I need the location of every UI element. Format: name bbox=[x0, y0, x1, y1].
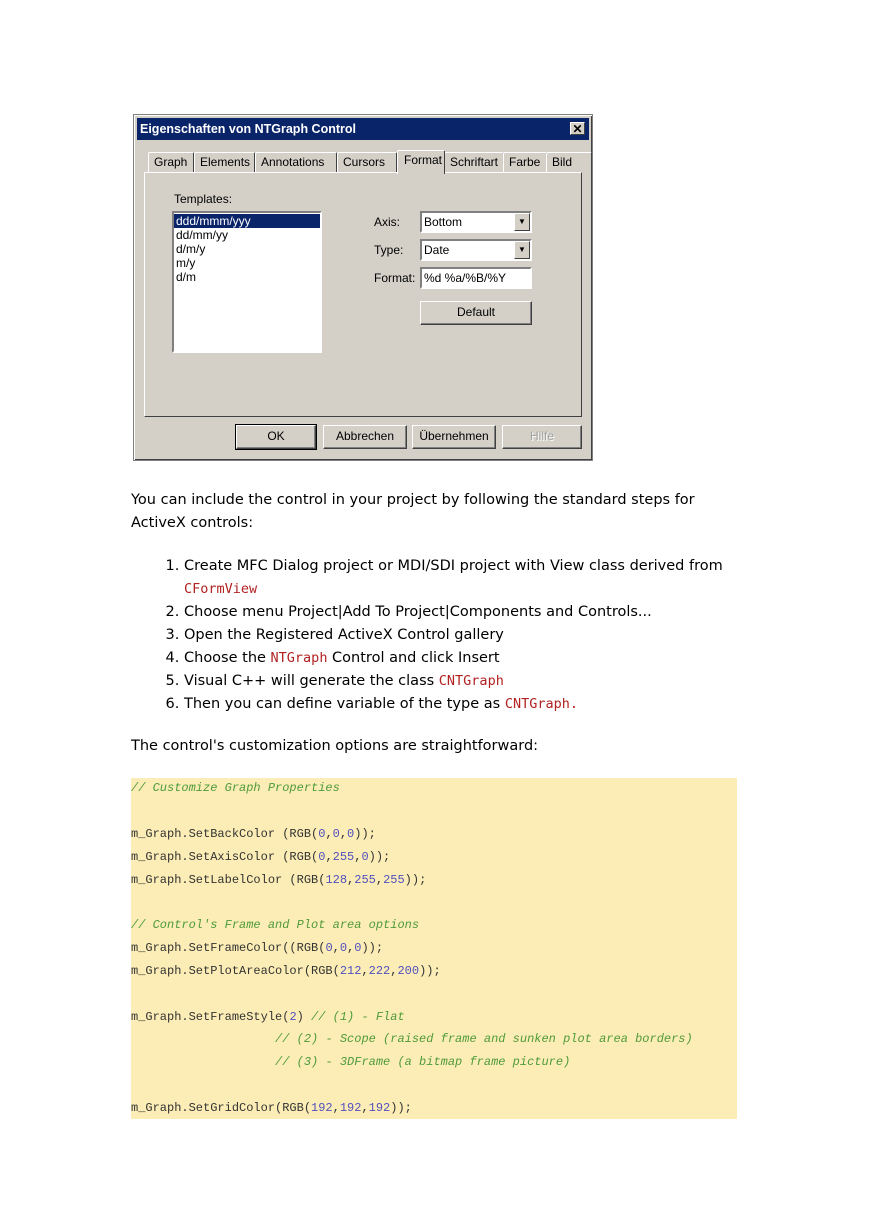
customization-intro: The control's customization options are straightforward: bbox=[131, 738, 539, 754]
inline-code: NTGraph bbox=[270, 650, 328, 666]
step-item: 3. Open the Registered ActiveX Control gallery bbox=[184, 624, 804, 647]
code-text: m_Graph.SetFrameColor((RGB( bbox=[131, 941, 326, 955]
intro-line-2: ActiveX controls: bbox=[131, 515, 254, 531]
code-number: 0 bbox=[361, 850, 369, 864]
code-number: 0 bbox=[354, 941, 362, 955]
code-comment: // Customize Graph Properties bbox=[131, 781, 340, 795]
chevron-down-icon[interactable]: ▼ bbox=[514, 213, 530, 231]
code-text: , bbox=[354, 850, 362, 864]
code-text: , bbox=[339, 827, 348, 841]
code-number: 192 bbox=[339, 1101, 362, 1115]
templates-listbox[interactable] bbox=[172, 211, 322, 353]
step-item: 4. Choose the NTGraph Control and click Insert bbox=[184, 647, 804, 670]
code-comment: // Control's Frame and Plot area options bbox=[131, 918, 420, 932]
code-text: m_Graph.SetLabelColor (RGB( bbox=[131, 873, 326, 887]
code-text: m_Graph.SetFrameStyle( bbox=[131, 1010, 290, 1024]
code-comment: // (1) - Flat bbox=[311, 1010, 405, 1024]
code-number: 212 bbox=[339, 964, 362, 978]
code-line bbox=[131, 963, 441, 979]
code-number: 2 bbox=[289, 1010, 297, 1024]
code-text: )); bbox=[354, 827, 376, 841]
code-line bbox=[131, 917, 419, 933]
code-text: m_Graph.SetAxisColor (RGB( bbox=[131, 850, 319, 864]
dialog-titlebar bbox=[137, 118, 589, 140]
close-icon[interactable]: ✕ bbox=[570, 122, 585, 135]
code-line bbox=[131, 1009, 405, 1025]
code-text bbox=[131, 1055, 275, 1069]
template-list-item[interactable]: d/m/y bbox=[176, 242, 206, 256]
code-text: , bbox=[332, 1101, 340, 1115]
dialog-title: Eigenschaften von NTGraph Control bbox=[140, 122, 356, 136]
code-line bbox=[131, 1054, 570, 1070]
apply-button[interactable]: Übernehmen bbox=[412, 425, 496, 449]
step-item: 2. Choose menu Project|Add To Project|Components and Controls... bbox=[184, 601, 804, 624]
tab-elements[interactable]: Elements bbox=[194, 152, 255, 172]
code-text: , bbox=[361, 964, 369, 978]
type-value: Date bbox=[424, 243, 450, 257]
inline-code: CFormView bbox=[184, 581, 258, 597]
code-line bbox=[131, 780, 340, 796]
steps-list bbox=[131, 555, 804, 716]
code-text: , bbox=[325, 850, 333, 864]
code-line bbox=[131, 826, 376, 842]
template-list-item[interactable]: m/y bbox=[176, 256, 196, 270]
code-line bbox=[131, 872, 426, 888]
tab-annotations[interactable]: Annotations bbox=[255, 152, 337, 172]
code-number: 0 bbox=[318, 827, 326, 841]
code-number: 200 bbox=[397, 964, 420, 978]
code-number: 222 bbox=[368, 964, 391, 978]
code-text: , bbox=[347, 873, 355, 887]
type-select[interactable] bbox=[420, 239, 532, 261]
ok-button[interactable]: OK bbox=[236, 425, 316, 449]
code-number: 0 bbox=[332, 827, 340, 841]
code-text: )); bbox=[419, 964, 441, 978]
template-list-item[interactable]: ddd/mmm/yyy bbox=[174, 214, 320, 228]
step-item: 5. Visual C++ will generate the class CNTGraph bbox=[184, 670, 804, 693]
type-label: Type: bbox=[374, 243, 404, 257]
code-text: , bbox=[332, 941, 340, 955]
code-comment: // (2) - Scope (raised frame and sunken plot area borders) bbox=[275, 1032, 693, 1046]
tab-schriftart[interactable]: Schriftart bbox=[444, 152, 504, 172]
inline-code: CNTGraph bbox=[438, 673, 504, 689]
code-text: )); bbox=[361, 941, 384, 955]
code-number: 128 bbox=[325, 873, 348, 887]
code-number: 0 bbox=[325, 941, 333, 955]
code-text bbox=[131, 1032, 275, 1046]
step-item: 1. Create MFC Dialog project or MDI/SDI project with View class derived from CFormView bbox=[184, 555, 804, 601]
code-text: )); bbox=[368, 850, 391, 864]
tab-format[interactable]: Format bbox=[397, 150, 445, 174]
intro-paragraph bbox=[131, 489, 751, 535]
tab-graph[interactable]: Graph bbox=[148, 152, 194, 172]
code-text: , bbox=[347, 941, 355, 955]
code-number: 0 bbox=[318, 850, 326, 864]
chevron-down-icon[interactable]: ▼ bbox=[514, 241, 530, 259]
code-line bbox=[131, 940, 383, 956]
axis-select[interactable] bbox=[420, 211, 532, 233]
template-list-item[interactable]: d/m bbox=[176, 270, 197, 284]
step-item: 6. Then you can define variable of the type as CNTGraph. bbox=[184, 693, 804, 716]
axis-label: Axis: bbox=[374, 215, 401, 229]
code-number: 192 bbox=[311, 1101, 333, 1115]
format-label: Format: bbox=[374, 271, 416, 285]
tab-bild[interactable]: Bild bbox=[546, 152, 592, 172]
code-line bbox=[131, 849, 390, 865]
code-line bbox=[131, 1031, 693, 1047]
code-text: , bbox=[361, 1101, 369, 1115]
properties-dialog bbox=[133, 114, 593, 461]
code-text: )); bbox=[390, 1101, 412, 1115]
code-text: , bbox=[375, 873, 384, 887]
code-line bbox=[131, 1100, 412, 1116]
intro-line-1: You can include the control in your project by following the standard steps for bbox=[131, 492, 695, 508]
template-list-item[interactable]: dd/mm/yy bbox=[176, 228, 229, 242]
inline-code: CNTGraph. bbox=[504, 696, 578, 712]
tab-farbe[interactable]: Farbe bbox=[503, 152, 547, 172]
format-field[interactable]: %d %a/%B/%Y bbox=[420, 267, 532, 289]
code-comment: // (3) - 3DFrame (a bitmap frame picture) bbox=[275, 1055, 571, 1069]
help-button: Hilfe bbox=[502, 425, 582, 449]
code-number: 0 bbox=[339, 941, 348, 955]
code-number: 0 bbox=[347, 827, 355, 841]
code-number: 192 bbox=[368, 1101, 391, 1115]
axis-value: Bottom bbox=[424, 215, 463, 229]
code-text: , bbox=[325, 827, 333, 841]
code-text: m_Graph.SetBackColor (RGB( bbox=[131, 827, 319, 841]
cancel-button[interactable]: Abbrechen bbox=[323, 425, 407, 449]
code-text: )); bbox=[404, 873, 427, 887]
code-text: ) bbox=[296, 1010, 312, 1024]
code-text: , bbox=[390, 964, 398, 978]
code-text: m_Graph.SetGridColor(RGB( bbox=[131, 1101, 312, 1115]
code-number: 255 bbox=[383, 873, 405, 887]
code-number: 255 bbox=[332, 850, 355, 864]
default-button[interactable]: Default bbox=[420, 301, 532, 325]
code-text: m_Graph.SetPlotAreaColor(RGB( bbox=[131, 964, 340, 978]
templates-label: Templates: bbox=[174, 192, 233, 206]
code-number: 255 bbox=[354, 873, 376, 887]
tab-cursors[interactable]: Cursors bbox=[337, 152, 397, 172]
code-block bbox=[131, 778, 737, 1119]
